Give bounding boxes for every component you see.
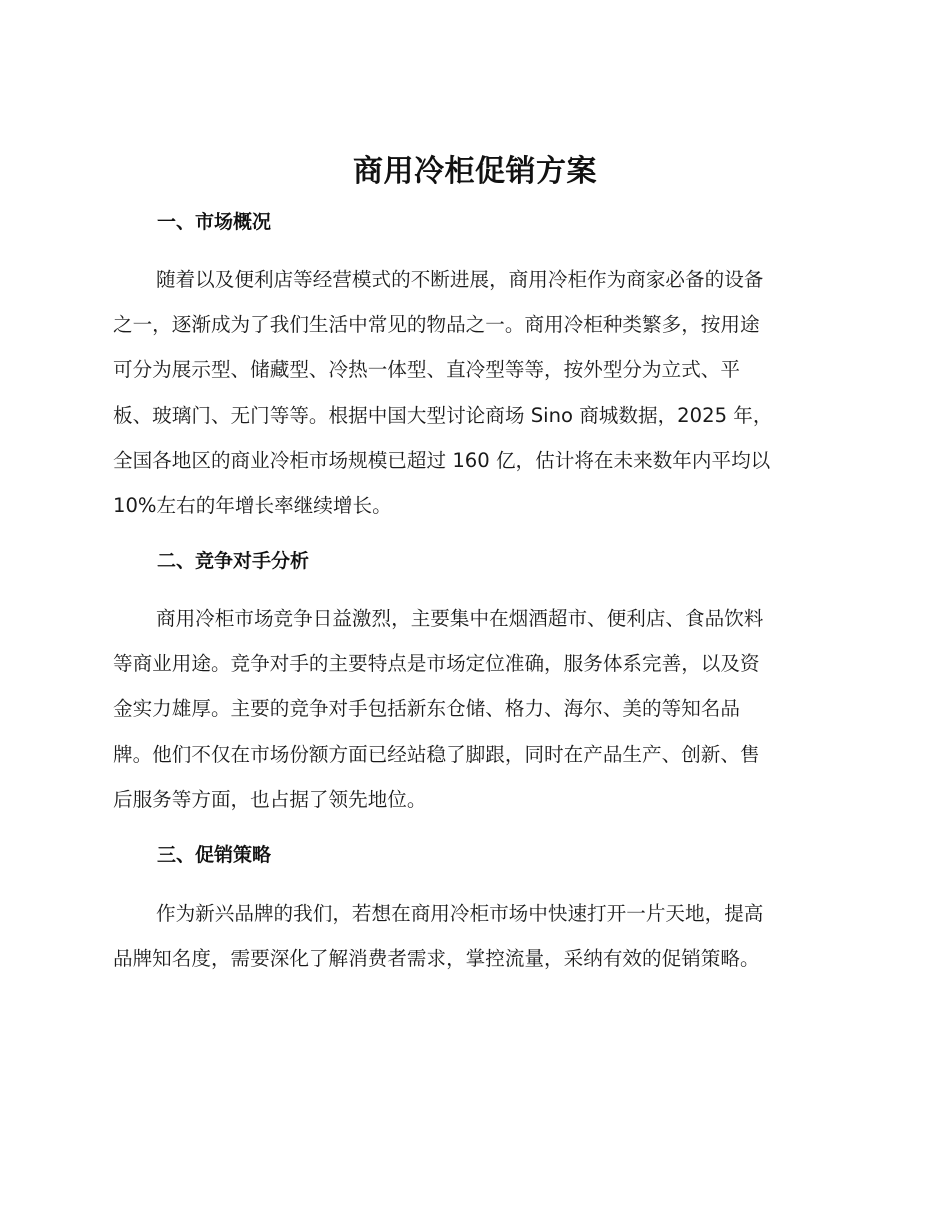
paragraph-line: 等商业用途。竞争对手的主要特点是市场定位准确，服务体系完善，以及资 [113,652,760,676]
paragraph-line: 后服务等方面，也占据了领先地位。 [113,787,427,811]
paragraph-line: 品牌知名度，需要深化了解消费者需求，掌控流量，采纳有效的促销策略。 [113,947,760,971]
paragraph-line: 10%左右的年增长率继续增长。 [113,493,392,517]
paragraph-line: 板、玻璃门、无门等等。根据中国大型讨论商场 Sino 商城数据，2025 年， [113,403,773,427]
paragraph-line: 作为新兴品牌的我们，若想在商用冷柜市场中快速打开一片天地，提高 [156,902,764,925]
paragraph-line: 金实力雄厚。主要的竞争对手包括新东仓储、格力、海尔、美的等知名品 [113,697,740,721]
section-heading-market-overview: 一、市场概况 [157,211,272,233]
paragraph-line: 全国各地区的商业冷柜市场规模已超过 160 亿，估计将在未来数年内平均以 [113,448,771,472]
paragraph-line: 可分为展示型、储藏型、冷热一体型、直冷型等等，按外型分为立式、平 [113,358,740,382]
section-paragraph-promotion-strategy [113,891,833,981]
section-heading-competitor-analysis: 二、竞争对手分析 [157,550,310,572]
document-title: 商用冷柜促销方案 [353,154,597,189]
section-heading-promotion-strategy: 三、促销策略 [157,844,272,866]
paragraph-line: 随着以及便利店等经营模式的不断进展，商用冷柜作为商家必备的设备 [156,268,764,291]
section-paragraph-market-overview [113,257,833,528]
paragraph-line: 之一，逐渐成为了我们生活中常见的物品之一。商用冷柜种类繁多，按用途 [113,313,760,337]
section-paragraph-competitor-analysis [113,596,833,822]
paragraph-line: 商用冷柜市场竞争日益激烈，主要集中在烟酒超市、便利店、食品饮料 [156,607,764,630]
paragraph-line: 牌。他们不仅在市场份额方面已经站稳了脚跟，同时在产品生产、创新、售 [113,742,760,766]
